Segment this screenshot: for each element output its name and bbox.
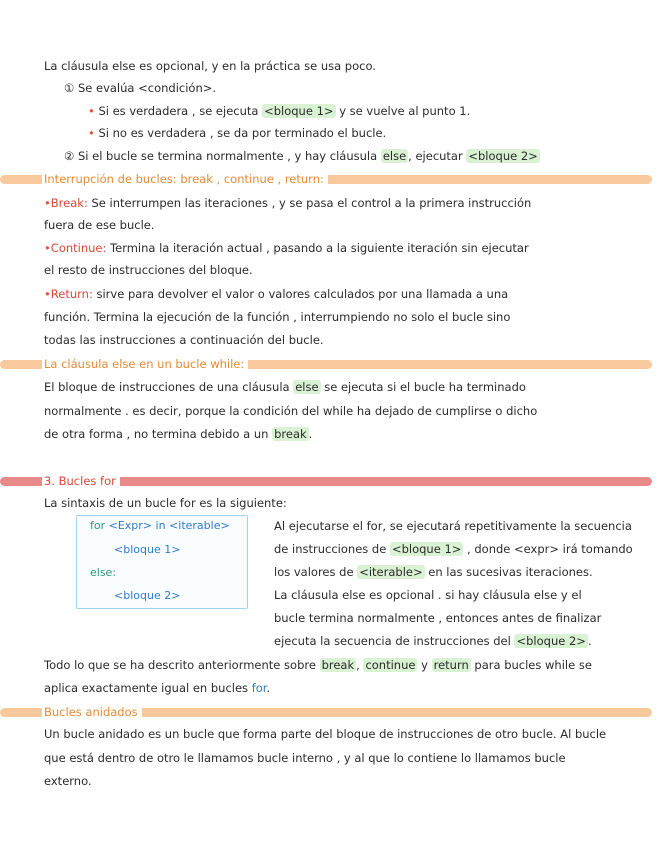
nested-line-3: externo. — [44, 774, 92, 788]
while-else-line-2: normalmente . es decir, porque la condición del while ha dejado de cumplirse o dicho — [44, 404, 538, 418]
for-desc-4: La cláusula else es opcional . si hay cláusula else y el — [274, 588, 582, 602]
code-line-else: else: — [90, 566, 117, 579]
text: aplica exactamente igual en bucles — [44, 681, 252, 695]
text: El bloque de instrucciones de una cláusula — [44, 380, 294, 394]
text: y — [417, 658, 432, 672]
for-desc-5: bucle termina normalmente , entonces antes de finalizar — [274, 611, 602, 625]
for-keyword: for — [251, 681, 267, 695]
bullet-text: Si es verdadera , se ejecuta — [98, 104, 263, 118]
continue-text: Termina la iteración actual , pasando a la siguiente iteración sin ejecutar — [106, 241, 529, 255]
section-header-for: 3. Bucles for — [42, 473, 120, 489]
bullet-text-end: y se vuelve al punto 1. — [335, 104, 471, 118]
text: para bucles while se — [470, 658, 592, 672]
for-desc-6 — [274, 633, 592, 649]
text: , — [356, 658, 364, 672]
section-header-while-else: La cláusula else en un bucle while: — [42, 356, 248, 372]
for-all-line-1 — [44, 657, 592, 673]
bullet-dot: • — [44, 241, 51, 255]
text: se ejecuta si el bucle ha terminado — [320, 380, 526, 394]
text: los valores de — [274, 565, 358, 579]
text-line — [44, 58, 376, 74]
code-keyword: for — [90, 519, 106, 532]
section-header-nested: Bucles anidados — [42, 704, 142, 720]
text: . — [587, 634, 592, 648]
text: , donde <expr> irá tomando — [463, 542, 633, 556]
code-line-bloque2: <bloque 2> — [114, 589, 181, 602]
break-highlight: break — [321, 658, 355, 672]
continue-line-2: el resto de instrucciones del bloque. — [44, 263, 253, 277]
bullet-true — [88, 103, 470, 119]
section-header-interrupt: Interrupción de bucles: break , continue , return: — [42, 171, 328, 187]
break-text: Se interrumpen las iteraciones , y se pasa el control a la primera instrucción — [87, 196, 532, 210]
text: de otra forma , no termina debido a un — [44, 427, 273, 441]
return-label: Return: — [50, 287, 93, 301]
code-text: <Expr> in <iterable> — [105, 519, 230, 532]
step-number: ① — [64, 81, 75, 95]
text: ejecuta la secuencia de instrucciones del — [274, 634, 515, 648]
bullet-dot: • — [88, 104, 95, 118]
return-text: sirve para devolver el valor o valores calculados por una llamada a una — [92, 287, 509, 301]
step-number: ② — [64, 149, 75, 163]
step-2 — [64, 148, 540, 164]
step-text: Si el bucle se termina normalmente , y hay cláusula — [77, 149, 381, 163]
return-line — [44, 286, 508, 302]
for-desc-1: Al ejecutarse el for, se ejecutará repetitivamente la secuencia — [274, 519, 632, 533]
return-line-3: todas las instrucciones a continuación del bucle. — [44, 333, 324, 347]
else-highlight: else — [382, 149, 407, 163]
for-all-line-2 — [44, 680, 270, 696]
while-else-line-3 — [44, 426, 312, 442]
break-highlight: break — [274, 427, 307, 441]
step-text: Se evalúa <condición>. — [77, 81, 217, 95]
iterable-highlight: <iterable> — [359, 565, 423, 579]
step-text-mid: , ejecutar — [408, 149, 467, 163]
bullet-dot: • — [88, 126, 95, 140]
code-line-for — [90, 518, 230, 534]
nested-line-2: que está dentro de otro le llamamos bucle interno , y al que lo contiene lo llamamos bucle — [44, 751, 566, 765]
bullet-dot: • — [44, 287, 51, 301]
for-desc-2 — [274, 541, 633, 557]
text: de instrucciones de — [274, 542, 390, 556]
continue-label: Continue: — [50, 241, 107, 255]
bloque-2-highlight: <bloque 2> — [516, 634, 586, 648]
continue-highlight: continue — [365, 658, 416, 672]
text: en las sucesivas iteraciones. — [424, 565, 593, 579]
break-line-2: fuera de ese bucle. — [44, 218, 155, 232]
bloque-1-highlight: <bloque 1> — [264, 104, 334, 118]
bullet-dot: • — [44, 196, 51, 210]
break-label: Break: — [50, 196, 88, 210]
bullet-false — [88, 125, 386, 141]
for-desc-3 — [274, 564, 593, 580]
code-line-bloque1: <bloque 1> — [114, 543, 181, 556]
continue-line — [44, 240, 529, 256]
else-highlight: else — [295, 380, 319, 394]
return-line-2: función. Termina la ejecución de la función , interrumpiendo no solo el bucle sino — [44, 310, 511, 324]
else-optional-text: La cláusula else es opcional, y en la práctica se usa poco. — [44, 59, 376, 73]
text: . — [266, 681, 271, 695]
text: Todo lo que se ha descrito anteriormente sobre — [44, 658, 320, 672]
while-else-line-1 — [44, 379, 526, 395]
bloque-2-highlight: <bloque 2> — [468, 149, 538, 163]
text: . — [308, 427, 313, 441]
nested-line-1: Un bucle anidado es un bucle que forma parte del bloque de instrucciones de otro bucle. Al bucle — [44, 727, 607, 741]
bloque-1-highlight: <bloque 1> — [391, 542, 462, 556]
for-intro: La sintaxis de un bucle for es la siguiente: — [44, 496, 287, 510]
break-line — [44, 195, 531, 211]
return-highlight: return — [433, 658, 469, 672]
step-1 — [64, 80, 216, 96]
bullet-text: Si no es verdadera , se da por terminado el bucle. — [98, 126, 387, 140]
